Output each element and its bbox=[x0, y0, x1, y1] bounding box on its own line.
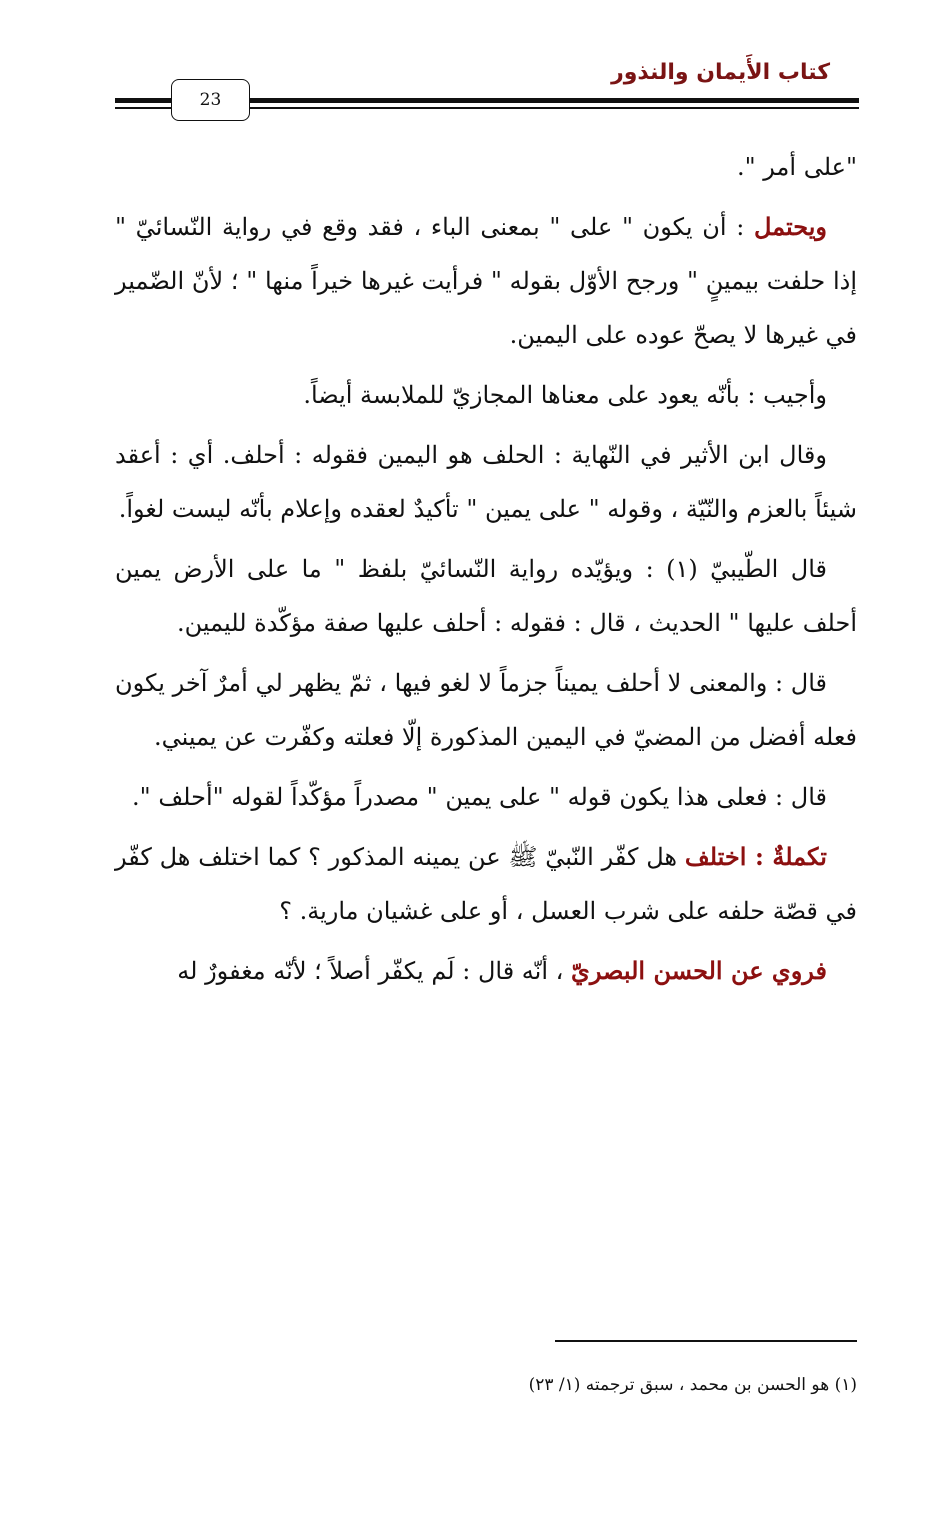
paragraph bbox=[115, 140, 857, 194]
paragraph-text: ، أنّه قال : لَم يكفّر أصلاً ؛ لأنّه مغفورٌ له bbox=[177, 957, 572, 985]
body-text bbox=[115, 140, 857, 1004]
footnote-divider bbox=[555, 1340, 857, 1342]
paragraph bbox=[115, 542, 857, 650]
paragraph bbox=[115, 830, 857, 938]
header-rule-thin bbox=[248, 107, 859, 109]
paragraph bbox=[115, 200, 857, 362]
paragraph bbox=[115, 944, 857, 998]
paragraph-text: وقال ابن الأثير في النّهاية : الحلف هو اليمين فقوله : أحلف. أي : أعقد شيئاً بالعزم والنّيّة ، وقوله " على يمين " تأكيدٌ لعقده وإعلام بأنّه ليست لغواً. bbox=[115, 441, 857, 523]
paragraph-text: "على أمر ". bbox=[737, 153, 857, 181]
paragraph-text: : أن يكون " على " بمعنى الباء ، فقد وقع في رواية النّسائيّ " إذا حلفت بيمينٍ " ورجح الأوّل بقوله " فرأيت غيرها خيراً منها " ؛ لأنّ الضّمير في غيرها لا يصحّ عوده على اليمين. bbox=[115, 213, 857, 349]
book-title: كتاب الأَيمان والنذور bbox=[611, 60, 830, 85]
page-number: 23 bbox=[171, 79, 250, 121]
paragraph-lead: فروي عن الحسن البصريّ bbox=[571, 956, 827, 985]
paragraph-lead: ويحتمل bbox=[753, 212, 827, 241]
header-rule-left-thin bbox=[115, 107, 171, 109]
paragraph bbox=[115, 428, 857, 536]
paragraph-text: هل كفّر النّبيّ ﷺ عن يمينه المذكور ؟ كما اختلف هل كفّر في قصّة حلفه على شرب العسل ، أو على غشيان مارية. ؟ bbox=[115, 843, 857, 925]
paragraph-text: قال : فعلى هذا يكون قوله " على يمين " مصدراً مؤكّداً لقوله "أحلف ". bbox=[132, 783, 827, 811]
paragraph-text: وأجيب : بأنّه يعود على معناها المجازيّ للملابسة أيضاً. bbox=[303, 381, 827, 409]
paragraph-text: قال : والمعنى لا أحلف يميناً جزماً لا لغو فيها ، ثمّ يظهر لي أمرٌ آخر يكون فعله أفضل من المضيّ في اليمين المذكورة إلّا فعلته وكفّرت عن يميني. bbox=[115, 669, 857, 751]
header-rule-left-thick bbox=[115, 98, 171, 103]
paragraph bbox=[115, 368, 857, 422]
header-rule-thick bbox=[248, 98, 859, 103]
paragraph-text: قال الطّيبيّ (١) : ويؤيّده رواية النّسائيّ بلفظ " ما على الأرض يمين أحلف عليها " الحديث ، قال : فقوله : أحلف عليها صفة مؤكّدة لليمين. bbox=[115, 555, 857, 637]
paragraph-lead: تكملةٌ : اختلف bbox=[684, 842, 827, 871]
footnote: (١) هو الحسن بن محمد ، سبق ترجمته (١/ ٢٣) bbox=[528, 1375, 857, 1395]
paragraph bbox=[115, 656, 857, 764]
paragraph bbox=[115, 770, 857, 824]
